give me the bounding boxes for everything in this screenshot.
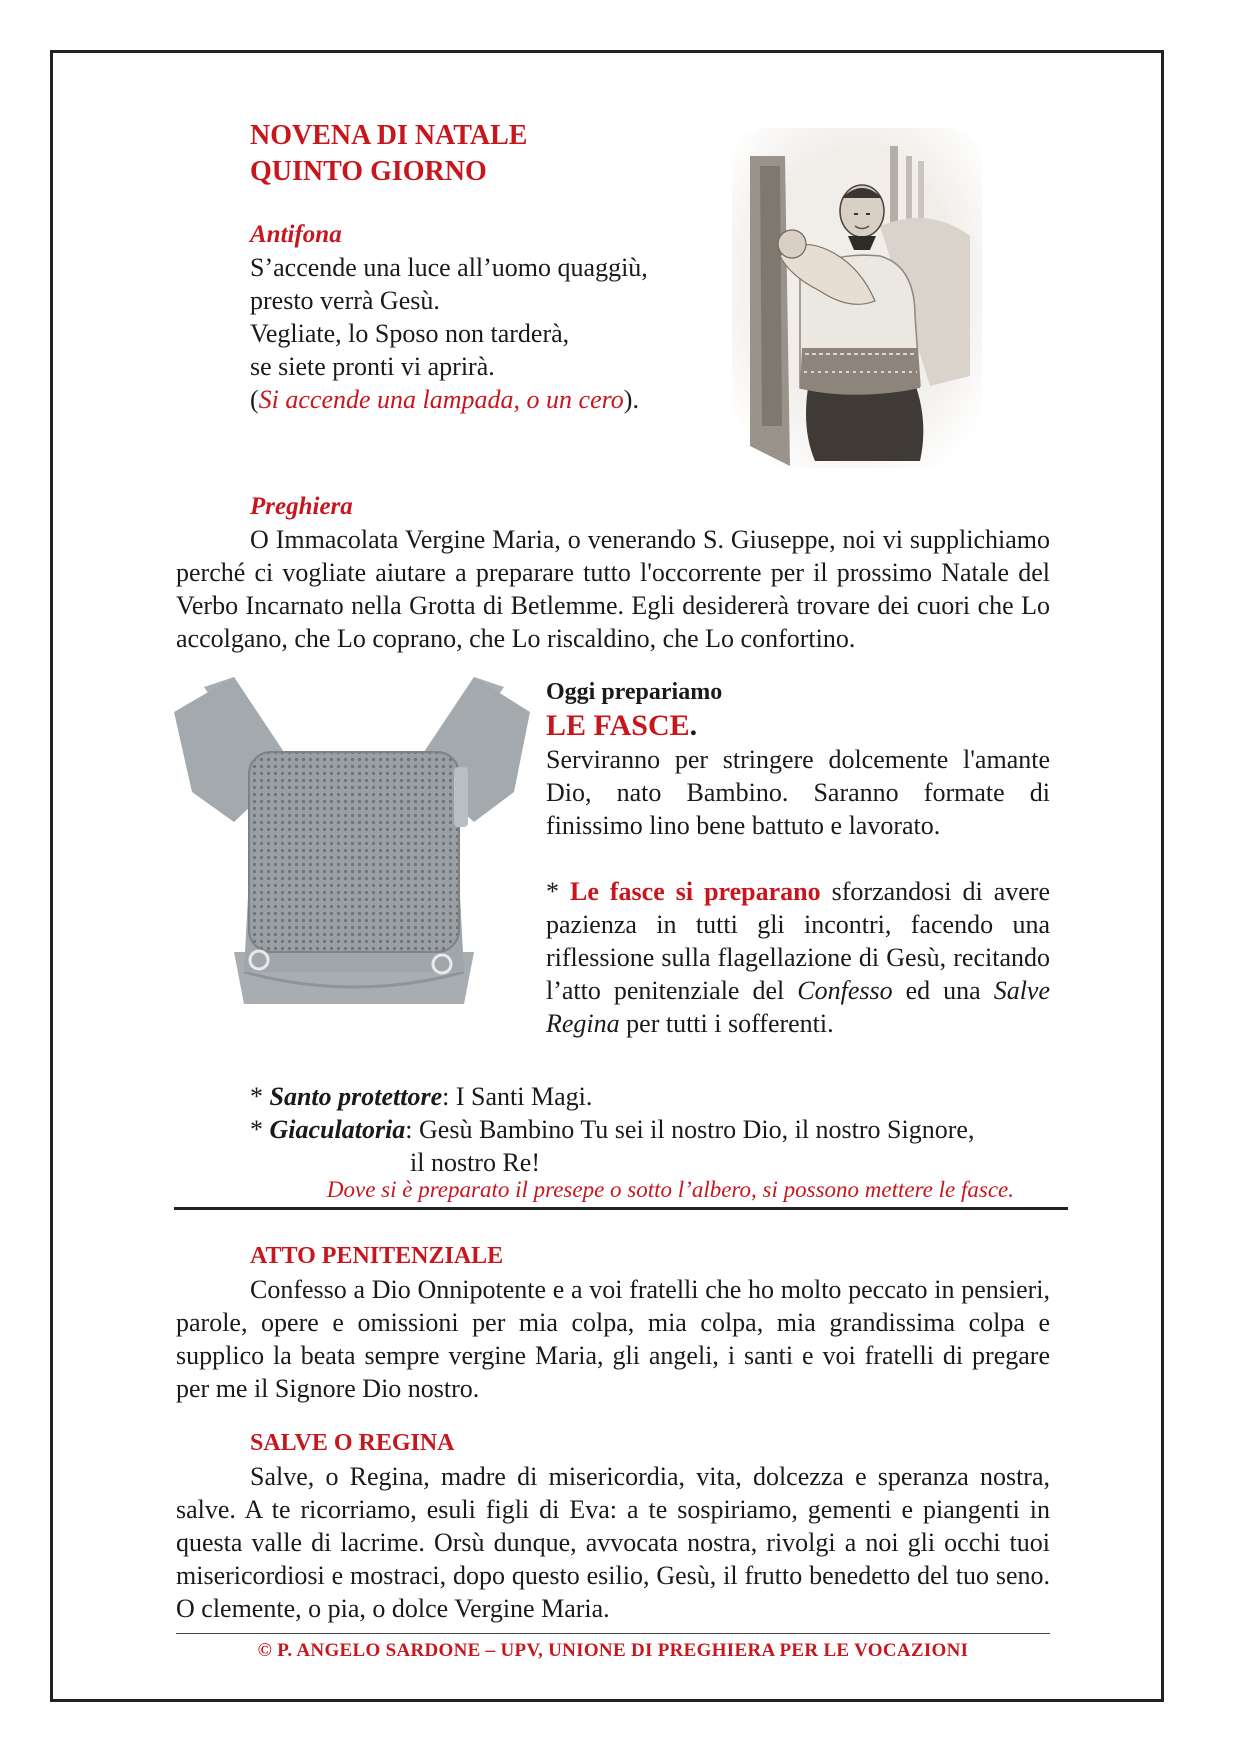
- saint-illustration: [730, 126, 984, 470]
- antifona-line: presto verrà Gesù.: [250, 286, 440, 315]
- antifona-rubric-line: (Si accende una lampada, o un cero).: [250, 385, 639, 414]
- oggi-section: [546, 676, 1050, 1040]
- salve-text: Salve, o Regina, madre di misericordia, vita, dolcezza e speranza nostra, salve. A te ricorriamo, esuli figli di Eva: a te sospiriamo, gementi e piangenti in questa valle di lacrime. Orsù dunque, avvocata nostra, rivolgi a noi gli occhi tuoi misericordiosi e mostraci, dopo questo esilio, Gesù, il frutto benedetto del tuo seno. O clemente, o pia, o dolce Vergine Maria.: [176, 1462, 1050, 1623]
- preghiera-text: O Immacolata Vergine Maria, o venerando S. Giuseppe, noi vi supplichiamo perché ci vogliate aiutare a preparare tutto l'occorrente per il prossimo Natale del Verbo Incarnato nella Grotta di Betlemme. Egli desidererà trovare dei cuori che Lo accolgano, che Lo coprano, che Lo riscaldino, che Lo confortino.: [176, 525, 1050, 653]
- salve-title: SALVE O REGINA: [250, 1430, 455, 1456]
- antifona-line: se siete pronti vi aprirà.: [250, 352, 495, 381]
- antifona-label: Antifona: [250, 221, 342, 248]
- antifona-line: Vegliate, lo Sposo non tarderà,: [250, 319, 570, 348]
- preghiera-label: Preghiera: [250, 493, 353, 520]
- title-line-2: QUINTO GIORNO: [250, 156, 487, 187]
- footer-rule: [176, 1633, 1050, 1634]
- atto-section: [176, 1240, 1050, 1405]
- salve-section: [176, 1427, 1050, 1625]
- atto-title: ATTO PENITENZIALE: [250, 1243, 504, 1269]
- oggi-item-line: LE FASCE.: [546, 709, 698, 742]
- baby-carrier-image: [174, 672, 530, 1008]
- footer-copyright: © P. ANGELO SARDONE – UPV, UNIONE DI PREGHIERA PER LE VOCAZIONI: [257, 1640, 969, 1661]
- giaculatoria-line-2: il nostro Re!: [410, 1148, 540, 1177]
- oggi-action: * Le fasce si preparano sforzandosi di avere pazienza in tutti gli incontri, facendo una riflessione sulla flagellazione di Gesù, recitando l’atto penitenziale del Confesso ed una Salve Regina per tutti i sofferenti.: [546, 877, 1051, 1038]
- title-line-1: NOVENA DI NATALE: [250, 120, 528, 151]
- oggi-intro: Oggi prepariamo: [546, 679, 723, 705]
- oggi-action-highlight: Le fasce si preparano: [570, 877, 821, 906]
- title-block: [250, 118, 690, 190]
- giaculatoria-line: * Giaculatoria: Gesù Bambino Tu sei il nostro Dio, il nostro Signore,: [250, 1115, 975, 1144]
- presepe-note: Dove si è preparato il presepe o sotto l’albero, si possono mettere le fasce.: [326, 1177, 1014, 1202]
- protettore-label: Santo protettore: [269, 1082, 443, 1111]
- antifona-section: [250, 218, 720, 416]
- antifona-line: S’accende una luce all’uomo quaggiù,: [250, 253, 648, 282]
- atto-text: Confesso a Dio Onnipotente e a voi fratelli che ho molto peccato in pensieri, parole, opere e omissioni per mia colpa, mia colpa, mia grandissima colpa e supplico la beata sempre vergine Maria, gli angeli, i santi e voi fratelli di pregare per me il Signore Dio nostro.: [176, 1275, 1050, 1403]
- oggi-item: LE FASCE: [546, 709, 690, 742]
- preghiera-section: [176, 490, 1050, 655]
- antifona-rubric: Si accende una lampada, o un cero: [258, 385, 624, 414]
- oggi-description: Serviranno per stringere dolcemente l'amante Dio, nato Bambino. Saranno formate di finissimo lino bene battuto e lavorato.: [546, 745, 1050, 840]
- protettore-line: * Santo protettore: I Santi Magi.: [250, 1082, 593, 1111]
- giaculatoria-label: Giaculatoria: [269, 1115, 406, 1144]
- devotions-section: [250, 1080, 1050, 1179]
- section-divider: [174, 1207, 1068, 1210]
